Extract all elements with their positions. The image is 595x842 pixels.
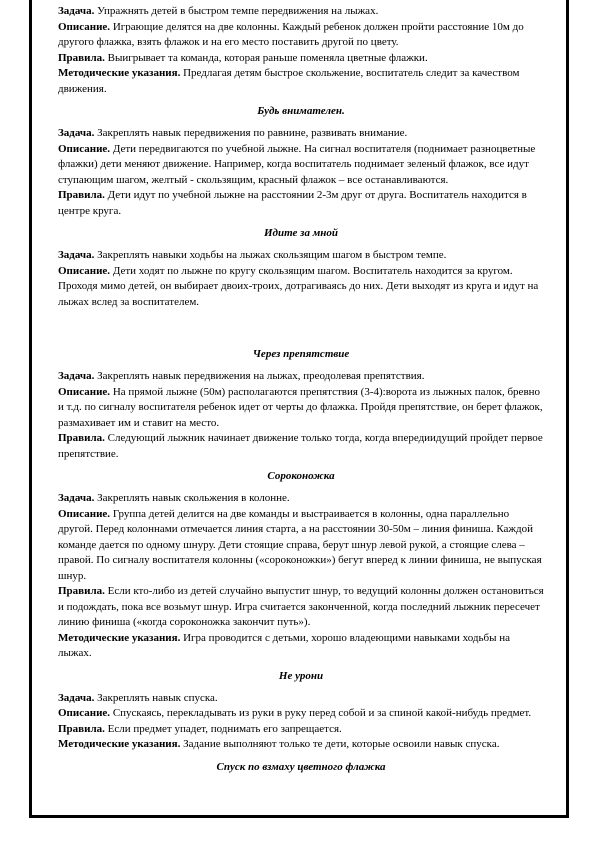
paragraph — [58, 431, 544, 462]
paragraph-label: Описание. — [58, 20, 111, 33]
document-content — [58, 4, 544, 782]
paragraph-text: Дети идут по учебной лыжне на расстоянии 2-3м друг от друга. Воспитатель находится в центре круга. — [58, 189, 527, 217]
paragraph-text: Группа детей делится на две команды и выстраивается в колонны, одна параллельно другой. Перед колоннами отмечается линия старта, а на расстоянии 30-50м – линия финиша. Каждой команде дается по одному шнуру. Дети стоящие справа, берут шнур левой рукой, а стоящие слева – правой. По сигналу воспитателя колонны («сороконожки») бегут вперед к линии финиша, не выпуская шнур. — [58, 507, 542, 582]
paragraph-text: Следующий лыжник начинает движение только тогда, когда впередиидущий пройдет первое препятствие. — [58, 432, 543, 460]
paragraph-label: Задача. — [58, 127, 95, 139]
paragraph-label: Описание. — [58, 385, 111, 398]
paragraph-text: Закреплять навык передвижения на лыжах, преодолевая препятствия. — [94, 370, 425, 382]
paragraph — [58, 737, 544, 753]
paragraph-label: Задача. — [58, 691, 95, 704]
paragraph — [58, 691, 544, 707]
paragraph-text: Дети ходят по лыжне по кругу скользящим шагом. Воспитатель находится за кругом. Проходя мимо детей, он выбирает двоих-троих, дотрагиваясь до них. Дети выходят из круга и идут на лыжах вслед за воспитателем. — [58, 264, 539, 308]
section-title: Не урони — [278, 669, 324, 682]
paragraph — [58, 584, 544, 631]
paragraph-label: Правила. — [58, 51, 105, 64]
paragraph-text: Выигрывает та команда, которая раньше поменяла цветные флажки. — [104, 51, 428, 64]
paragraph — [58, 248, 544, 264]
paragraph-label: Правила. — [58, 722, 105, 735]
paragraph-label: Описание. — [58, 707, 111, 719]
paragraph — [58, 369, 544, 385]
paragraph-text: Упражнять детей в быстром темпе передвижения на лыжах. — [94, 5, 379, 17]
paragraph-text: Закреплять навык спуска. — [94, 691, 218, 704]
paragraph — [58, 20, 544, 51]
paragraph-label: Правила. — [58, 585, 105, 597]
paragraph — [58, 264, 544, 311]
paragraph-text: Дети передвигаются по учебной лыжне. На сигнал воспитателя (поднимает разноцветные флажки) дети меняют движение. Например, когда воспитатель поднимает зеленый флажок, все идут ступающим шагом, желтый - скользящим, красный флажок – все останавливаются. — [58, 142, 536, 186]
paragraph-label: Задача. — [58, 492, 95, 504]
paragraph — [58, 507, 544, 585]
paragraph-text: Закреплять навык скольжения в колонне. — [94, 492, 290, 504]
paragraph-label: Задача. — [58, 370, 95, 382]
paragraph-label: Методические указания. — [58, 631, 181, 644]
paragraph — [58, 706, 544, 722]
paragraph-text: Предлагая детям быстрое скольжение, воспитатель следит за качеством движения. — [58, 67, 520, 95]
paragraph — [58, 66, 544, 97]
paragraph — [58, 385, 544, 432]
paragraph-label: Описание. — [58, 142, 111, 155]
paragraph-text: Если предмет упадет, поднимать его запрещается. — [104, 722, 342, 735]
paragraph — [58, 4, 544, 20]
document-page — [29, 0, 569, 818]
paragraph — [58, 126, 544, 142]
paragraph — [58, 631, 544, 662]
section-title: Будь внимателен. — [257, 105, 345, 117]
paragraph-text: Закреплять навыки ходьбы на лыжах скользящим шагом в быстром темпе. — [94, 249, 447, 261]
paragraph-text: На прямой лыжне (50м) располагаются препятствия (3-4):ворота из лыжных палок, бревно и т.д. по сигналу воспитателя ребенок идет от черты до флажка. Пройдя препятствие, он берет флажок, размахивает им и ставит на место. — [58, 385, 543, 429]
paragraph — [58, 142, 544, 189]
paragraph-label: Задача. — [58, 5, 95, 17]
paragraph-text: Спускаясь, перекладывать из руки в руку перед собой и за спиной какой-нибудь предмет. — [110, 707, 532, 719]
paragraph — [58, 51, 544, 67]
paragraph-text: Игра проводится с детьми, хорошо владеющими навыками ходьбы на лыжах. — [58, 631, 511, 659]
paragraph-label: Описание. — [58, 507, 111, 520]
paragraph — [58, 491, 544, 507]
paragraph-label: Методические указания. — [58, 738, 181, 750]
section-title: Спуск по взмаху цветного флажка — [216, 760, 386, 773]
paragraph-label: Правила. — [58, 432, 105, 444]
paragraph — [58, 188, 544, 219]
section-title: Идите за мной — [264, 227, 338, 239]
paragraph-label: Правила. — [58, 189, 105, 201]
paragraph-text: Играющие делятся на две колонны. Каждый ребенок должен пройти расстояние 10м до другого флажка, взять флажок и на его место поставить другой по цвету. — [58, 20, 524, 48]
paragraph-label: Описание. — [58, 264, 111, 277]
section-title: Через препятствие — [252, 348, 350, 360]
paragraph-text: Если кто-либо из детей случайно выпустит шнур, то ведущий колонны должен остановиться и подождать, пока все возьмут шнур. Игра считается законченной, когда последний лыжник пересечет линию финиша («когда сороконожка закончит путь»). — [58, 585, 544, 628]
paragraph-text: Задание выполняют только те дети, которые освоили навык спуска. — [180, 738, 500, 750]
paragraph-text: Закреплять навык передвижения по равнине, развивать внимание. — [94, 127, 408, 139]
spacer — [58, 310, 544, 340]
paragraph — [58, 722, 544, 738]
paragraph-label: Задача. — [58, 249, 95, 261]
section-title: Сороконожка — [267, 470, 335, 482]
paragraph-label: Методические указания. — [58, 67, 181, 79]
